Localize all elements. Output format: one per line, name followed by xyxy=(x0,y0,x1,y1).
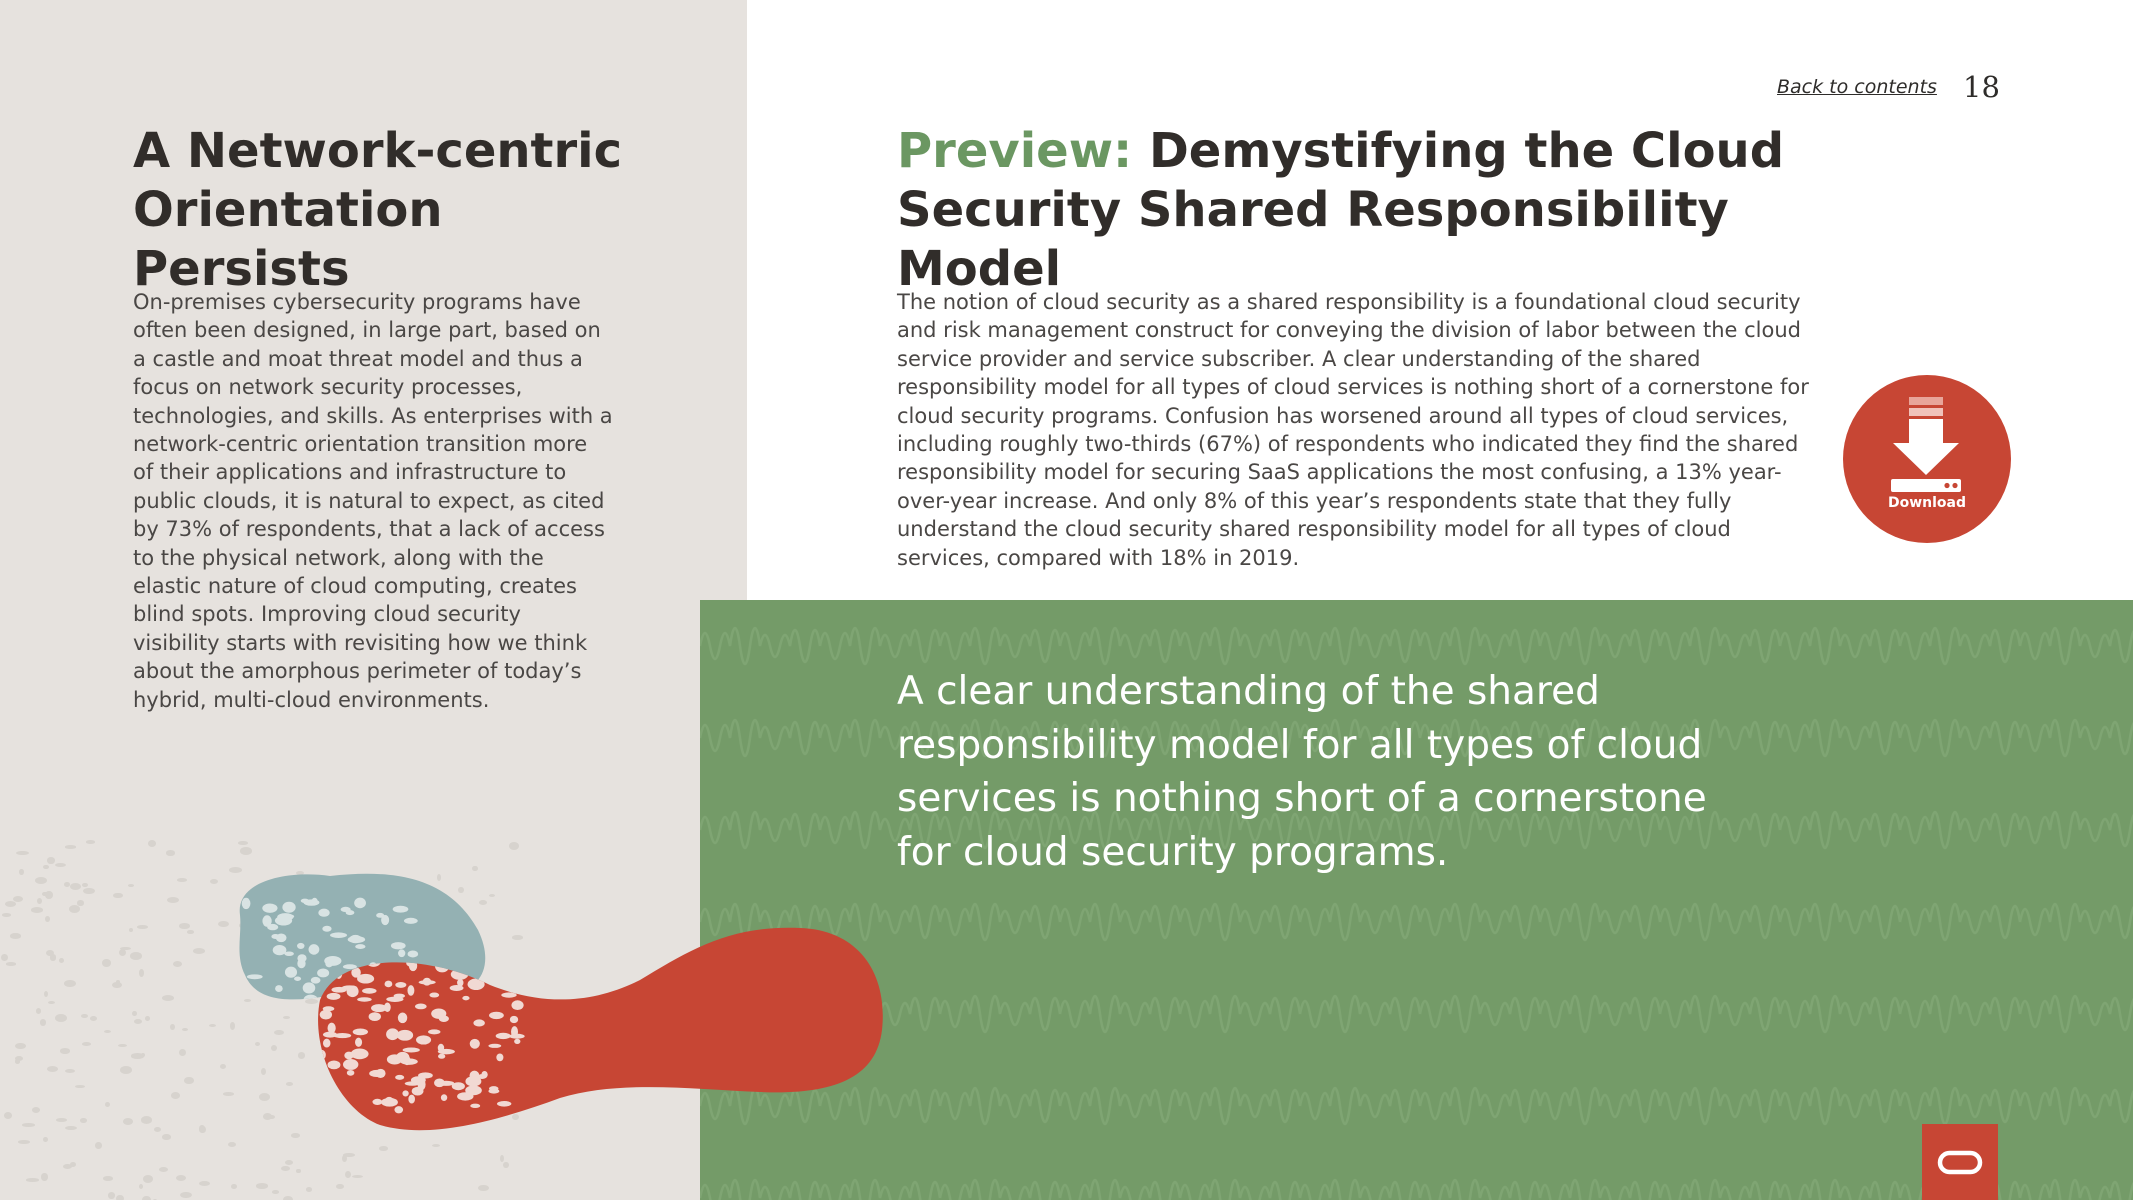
blob-speckle xyxy=(328,1060,341,1069)
blob-speckle xyxy=(357,997,372,1002)
blob-speckle xyxy=(407,985,414,996)
blob-speckle xyxy=(362,988,377,994)
blob-speckle xyxy=(304,995,318,1005)
blob-speckle xyxy=(398,1013,407,1024)
blob-speckle xyxy=(275,985,283,992)
blob-speckle xyxy=(393,906,409,913)
blob-speckle xyxy=(402,1090,408,1096)
blob-speckle xyxy=(234,1003,244,1014)
blob-speckle xyxy=(317,968,329,977)
blob-speckle xyxy=(330,932,347,938)
blob-speckle xyxy=(351,1049,369,1060)
blob-speckle xyxy=(309,944,320,955)
blob-speckle xyxy=(511,1000,523,1010)
blob-speckle xyxy=(246,1005,262,1009)
title-main: Demystifying the Cloud Security Shared Responsibility Model xyxy=(897,123,1785,297)
blob-speckle xyxy=(301,899,309,903)
blob-speckle xyxy=(470,1071,480,1081)
blob-speckle xyxy=(404,918,418,924)
blob-speckle xyxy=(514,1039,520,1044)
blob-speckle xyxy=(262,904,277,913)
blob-speckle xyxy=(343,1059,358,1070)
blob-speckle xyxy=(398,949,405,957)
blob-speckle xyxy=(510,1016,518,1023)
blob-speckle xyxy=(391,942,406,949)
blob-speckle xyxy=(416,1035,431,1044)
blob-speckle xyxy=(438,1049,455,1054)
blob-speckle xyxy=(328,1023,336,1034)
blob-speckle xyxy=(394,994,405,999)
blob-speckle xyxy=(297,943,304,949)
blob-speckle xyxy=(294,976,301,980)
blob-speckle xyxy=(372,1099,382,1105)
blob-speckle xyxy=(419,980,436,984)
blob-speckle xyxy=(376,913,384,918)
blob-speckle xyxy=(441,1094,447,1101)
blob-speckle xyxy=(327,1099,339,1109)
blob-speckle xyxy=(327,993,341,1000)
title-prefix: Preview: xyxy=(897,123,1133,179)
blob-speckle xyxy=(235,1004,247,1011)
blob-speckle xyxy=(394,1106,403,1113)
blob-speckle xyxy=(311,977,321,984)
blob-speckle xyxy=(457,979,463,987)
blob-speckle xyxy=(331,987,346,993)
blob-speckle xyxy=(428,1029,440,1034)
blob-speckle xyxy=(265,1004,279,1012)
blob-speckle xyxy=(277,1004,291,1013)
blob-speckle xyxy=(439,1015,449,1022)
blob-speckle xyxy=(369,1070,384,1077)
right-section-title xyxy=(897,122,1877,299)
back-to-contents-link[interactable]: Back to contents xyxy=(1777,76,1937,98)
blob-speckle xyxy=(343,964,357,969)
blob-speckle xyxy=(323,1039,330,1048)
blob-speckle xyxy=(470,1039,480,1049)
blob-speckle xyxy=(371,1004,387,1012)
blob-speckle xyxy=(242,898,251,909)
blob-speckle xyxy=(397,1030,413,1041)
blob-speckle xyxy=(301,999,307,1006)
blob-speckle xyxy=(322,926,331,932)
blob-speckle xyxy=(318,909,329,917)
blob-speckle xyxy=(355,944,365,949)
blob-speckle xyxy=(262,915,271,926)
blob-speckle xyxy=(347,1070,355,1076)
blob-speckle xyxy=(468,979,485,991)
blob-speckle xyxy=(470,1104,480,1108)
blob-speckle xyxy=(438,1054,445,1059)
blob-speckle xyxy=(276,934,287,943)
download-label: Download xyxy=(1887,495,1967,511)
blob-speckle xyxy=(395,1075,404,1080)
left-section-title: A Network-centric Orientation Persists xyxy=(133,123,623,297)
blob-speckle xyxy=(404,1056,411,1065)
blob-speckle xyxy=(434,1079,445,1088)
blob-speckle xyxy=(247,974,263,979)
blob-speckle xyxy=(509,1034,524,1039)
blob-speckle xyxy=(231,987,245,996)
blob-speckle xyxy=(488,1044,501,1048)
download-arrow-icon xyxy=(1843,375,2011,543)
blob-speckle xyxy=(315,1076,330,1085)
blob-speckle xyxy=(354,898,366,909)
pull-quote: A clear understanding of the shared responsibility model for all types of cloud services is nothing short of a cornerstone for cloud security programs. xyxy=(897,669,1707,875)
blob-speckle xyxy=(411,1076,426,1084)
blob-speckle xyxy=(313,1094,327,1104)
blob-speckle xyxy=(465,1086,482,1096)
blob-speckle xyxy=(412,1087,424,1096)
blob-speckle xyxy=(473,1019,484,1026)
blob-speckle xyxy=(273,945,287,955)
blob-speckle xyxy=(395,982,406,988)
blob-speckle xyxy=(320,1010,332,1020)
blob-speckle xyxy=(231,960,239,968)
blob-speckle xyxy=(355,1038,362,1047)
blob-speckle xyxy=(278,914,295,919)
blob-speckle xyxy=(408,951,419,958)
right-section-body: The notion of cloud security as a shared responsibility is a foundational cloud security and risk management construct for conveying the division of labor between the cloud service provider and service subscriber. A clear understanding of the shared responsibility model for all types of cloud services is nothing short of a cornerstone for cloud security programs. Confusion has worsened around all types of cloud services, including roughly two-thirds (67%) of respondents who indicated they find the shared responsibility model for securing SaaS applications the most confusing, a 13% year-over-year increase. And only 8% of this year’s respondents state that they fully understand the cloud security shared responsibility model for all types of cloud services, compared with 18% in 2019. xyxy=(897,290,1809,570)
page-number: 18 xyxy=(1963,70,2000,104)
blob-speckle xyxy=(496,1033,511,1039)
blob-speckle xyxy=(403,1047,420,1052)
blob-speckle xyxy=(287,904,294,911)
blob-speckle xyxy=(334,1033,351,1038)
blob-speckle xyxy=(489,1012,504,1019)
blob-speckle xyxy=(496,1054,503,1062)
blob-speckle xyxy=(285,967,297,978)
blob-speckle xyxy=(347,986,359,998)
blob-speckle xyxy=(381,1098,398,1107)
blob-speckle xyxy=(497,1101,511,1107)
blob-speckle xyxy=(321,1104,327,1114)
blob-speckle xyxy=(323,1006,335,1011)
blob-speckle xyxy=(286,1005,303,1013)
blob-speckle xyxy=(231,985,246,989)
blob-speckle xyxy=(297,954,306,962)
blob-speckle xyxy=(408,1095,415,1104)
blob-speckle xyxy=(284,951,294,956)
oracle-logo-icon xyxy=(1922,1124,1998,1200)
blob-speckle xyxy=(311,898,317,905)
blob-speckle xyxy=(317,1050,326,1060)
blob-speckle xyxy=(325,960,333,967)
blob-speckle xyxy=(462,996,469,1000)
blob-speckle xyxy=(481,1071,487,1078)
blob-speckle xyxy=(501,970,513,981)
left-section-body: On-premises cybersecurity programs have often been designed, in large part, based on a castle and moat threat model and thus a focus on network security processes, technologies, and skills. As enterprises with a network-centric orientation transition more of their applications and infrastructure to public clouds, it is natural to expect, as cited by 73% of respondents, that a lack of access to the physical network, along with the elastic nature of cloud computing, creates blind spots. Improving cloud security visibility starts with revisiting how we think about the amorphous perimeter of today’s hybrid, multi-cloud environments. xyxy=(133,290,613,712)
blob-speckle xyxy=(341,907,351,912)
blob-speckle xyxy=(501,992,517,997)
download-button[interactable] xyxy=(1843,375,2011,543)
blob-speckle xyxy=(489,1086,498,1091)
blob-speckle xyxy=(369,1012,381,1021)
blob-speckle xyxy=(429,993,439,998)
blob-speckle xyxy=(349,935,361,943)
blob-speckle xyxy=(385,981,393,988)
blob-speckle xyxy=(303,982,316,993)
blob-speckle xyxy=(353,1028,368,1035)
blob-speckle xyxy=(415,1003,427,1009)
